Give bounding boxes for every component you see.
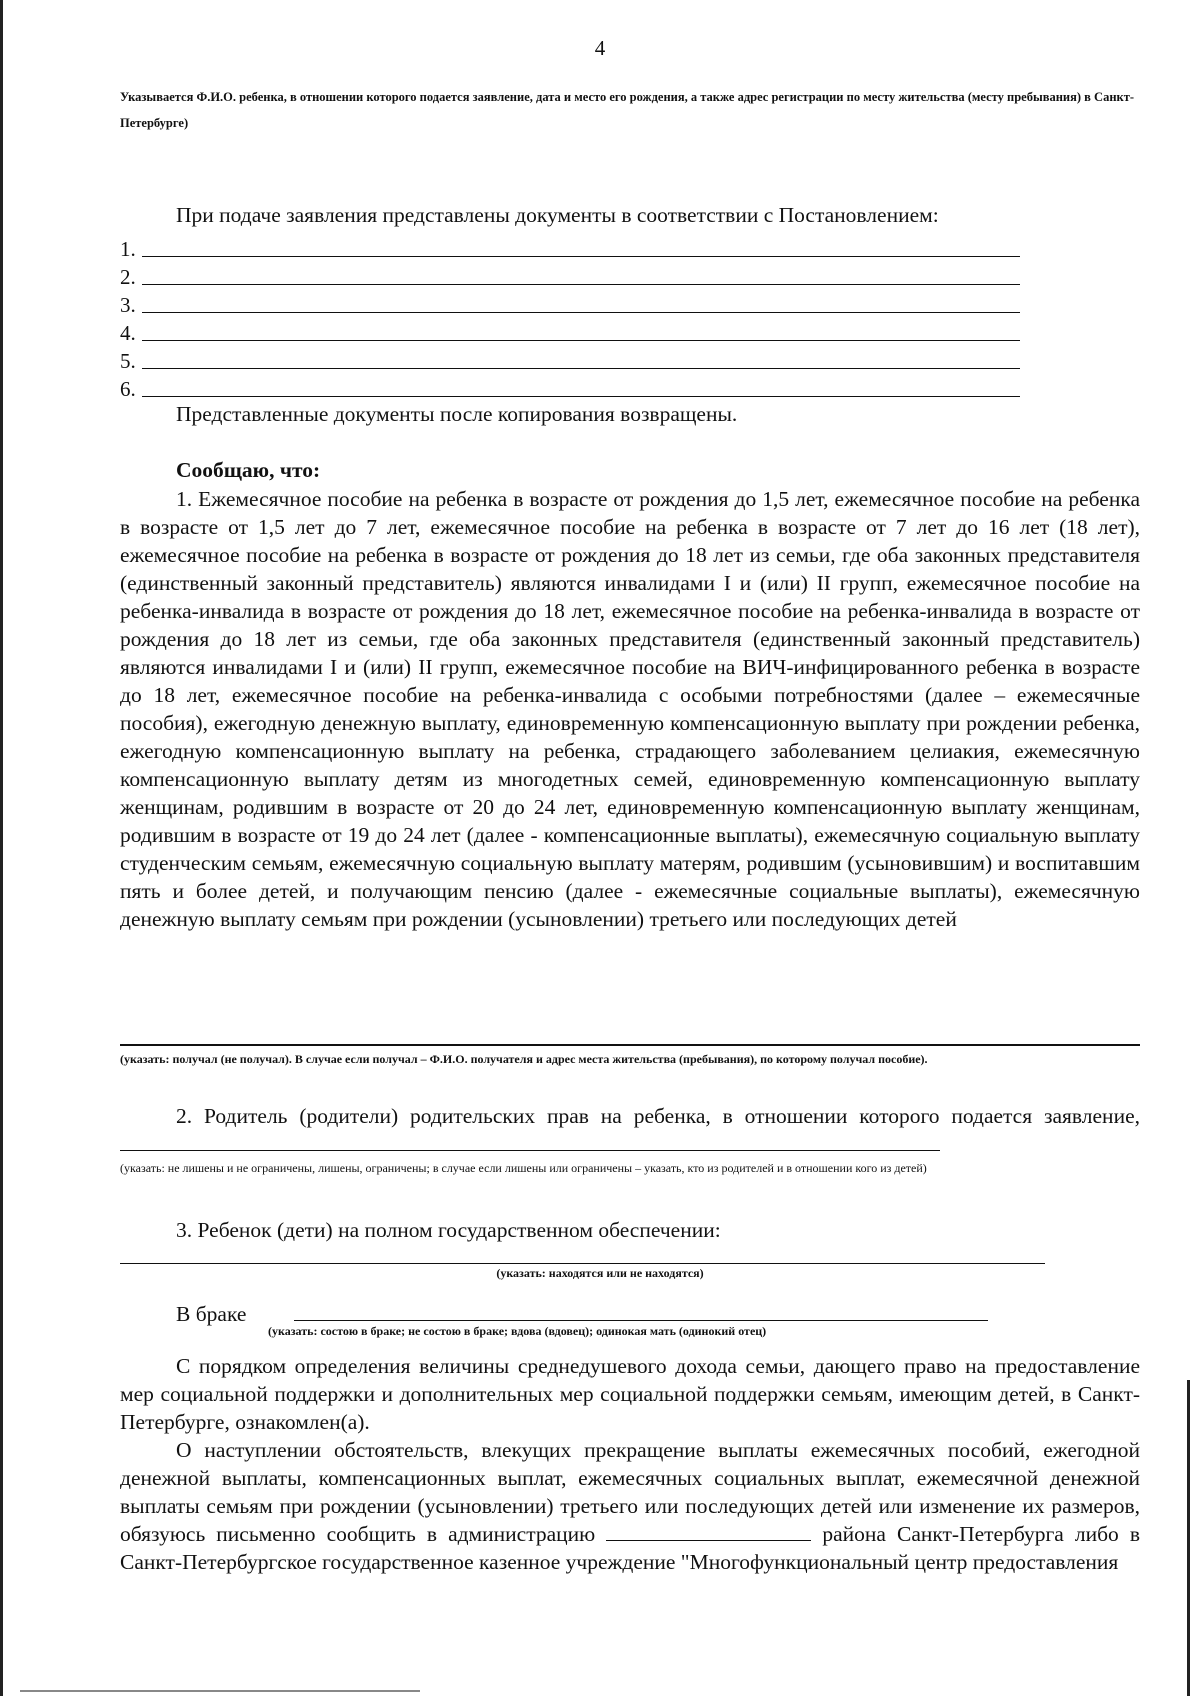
marriage-answer-line[interactable] xyxy=(294,1320,988,1321)
report-heading: Сообщаю, что: xyxy=(176,458,321,482)
documents-intro: При подаче заявления представлены документы в соответствии с Постановлением: xyxy=(176,203,939,227)
marriage-note: (указать: состою в браке; не состою в браке; вдова (вдовец); одинокая мать (одинокий отец) xyxy=(268,1324,767,1338)
acknowledge-paragraph: С порядком определения величины среднедушевого дохода семьи, дающего право на предоставление мер социальной поддержки и дополнительных мер социальной поддержки семьям, имеющим детей, в Санкт-Петербурге, ознакомлен(а). xyxy=(120,1354,1140,1434)
document-row[interactable] xyxy=(120,346,1020,374)
scan-edge-bottom xyxy=(20,1690,420,1692)
document-number: 1. xyxy=(120,237,136,261)
document-blank-line[interactable] xyxy=(142,311,1020,313)
document-number: 5. xyxy=(120,349,136,373)
report-item-2 xyxy=(120,1102,1140,1158)
top-note: Указывается Ф.И.О. ребенка, в отношении которого подается заявление, дата и место его рождения, а также адрес регистрации по месту жительства (месту пребывания) в Санкт-Петербурге) xyxy=(120,90,1135,130)
document-row[interactable] xyxy=(120,318,1020,346)
document-row[interactable] xyxy=(120,262,1020,290)
scan-edge-left xyxy=(0,0,3,1696)
documents-list xyxy=(120,234,1020,402)
marriage-label: В браке xyxy=(176,1302,247,1326)
document-blank-line[interactable] xyxy=(142,339,1020,341)
report-item-3: 3. Ребенок (дети) на полном государственном обеспечении: xyxy=(176,1218,721,1242)
document-number: 4. xyxy=(120,321,136,345)
obligation-paragraph xyxy=(120,1436,1140,1576)
page-number: 4 xyxy=(594,36,606,60)
item2-answer-line[interactable] xyxy=(120,1132,940,1151)
item3-note: (указать: находятся или не находятся) xyxy=(496,1266,704,1280)
document-blank-line[interactable] xyxy=(142,255,1020,257)
document-row[interactable] xyxy=(120,374,1020,402)
document-number: 2. xyxy=(120,265,136,289)
document-blank-line[interactable] xyxy=(142,283,1020,285)
document-blank-line[interactable] xyxy=(142,395,1020,397)
item1-note: (указать: получал (не получал). В случае если получал – Ф.И.О. получателя и адрес места жительства (пребывания), по которому получал пособие). xyxy=(120,1052,928,1066)
documents-returned-text: Представленные документы после копирования возвращены. xyxy=(176,402,738,426)
report-item-2-text: 2. Родитель (родители) родительских прав на ребенка, в отношении которого подается заявление, xyxy=(176,1104,1140,1128)
item3-answer-line[interactable] xyxy=(120,1263,1045,1264)
document-number: 3. xyxy=(120,293,136,317)
document-row[interactable] xyxy=(120,290,1020,318)
document-blank-line[interactable] xyxy=(142,367,1020,369)
document-number: 6. xyxy=(120,377,136,401)
document-row[interactable] xyxy=(120,234,1020,262)
district-blank[interactable] xyxy=(606,1522,811,1541)
report-item-1: 1. Ежемесячное пособие на ребенка в возрасте от рождения до 1,5 лет, ежемесячное пособие на ребенка в возрасте от 1,5 лет до 7 лет, ежемесячное пособие на ребенка в возрасте от 7 лет до 16 лет (18 лет), ежемесячное пособие на ребенка в возрасте от рождения до 18 лет из семьи, где оба законных представителя (единственный законный представитель) являются инвалидами I и (или) II групп, ежемесячное пособие на ребенка-инвалида в возрасте от рождения до 18 лет, ежемесячное пособие на ребенка-инвалида в возрасте от рождения до 18 лет из семьи, где оба законных представителя (единственный законный представитель) являются инвалидами I и (или) II групп, ежемесячное пособие на ВИЧ-инфицированного ребенка в возрасте до 18 лет, ежемесячное пособие на ребенка-инвалида с особыми потребностями (далее – ежемесячные пособия), ежегодную денежную выплату, единовременную компенсационную выплату при рождении ребенка, ежегодную компенсационную выплату на ребенка, страдающего заболеванием целиакия, ежемесячную компенсационную выплату детям из многодетных семей, единовременную компенсационную выплату женщинам, родившим в возрасте от 20 до 24 лет, единовременную компенсационную выплату женщинам, родившим в возрасте от 19 до 24 лет (далее - компенсационные выплаты), ежемесячную социальную выплату студенческим семьям, ежемесячную социальную выплату матерям, родившим (усыновившим) и воспитавшим пять и более детей, и получающим пенсию (далее - ежемесячные социальные выплаты), ежемесячную денежную выплату семьям при рождении (усыновлении) третьего или последующих детей xyxy=(120,487,1140,931)
obligation-start: О наступлении обстоятельств, влекущих прекращение выплаты ежемесячных пособий, ежегодной денежной выплаты, компенсационных выплат, ежемесячных социальных выплат, ежемесячной денежной выплаты семьям при рождении (усыновлении) третьего или последующих детей или изменение их размеров, обязуюсь письменно сообщить в администрацию xyxy=(120,1438,1140,1546)
scan-edge-right xyxy=(1187,1380,1190,1696)
item2-note: (указать: не лишены и не ограничены, лишены, ограничены; в случае если лишены или ограничены – указать, кто из родителей и в отношении кого из детей) xyxy=(120,1161,927,1175)
obligation-end: района Санкт-Петербурга либо в Санкт-Петербургское государственное казенное учреждение "Многофункциональный центр предоставления xyxy=(120,1522,1140,1574)
